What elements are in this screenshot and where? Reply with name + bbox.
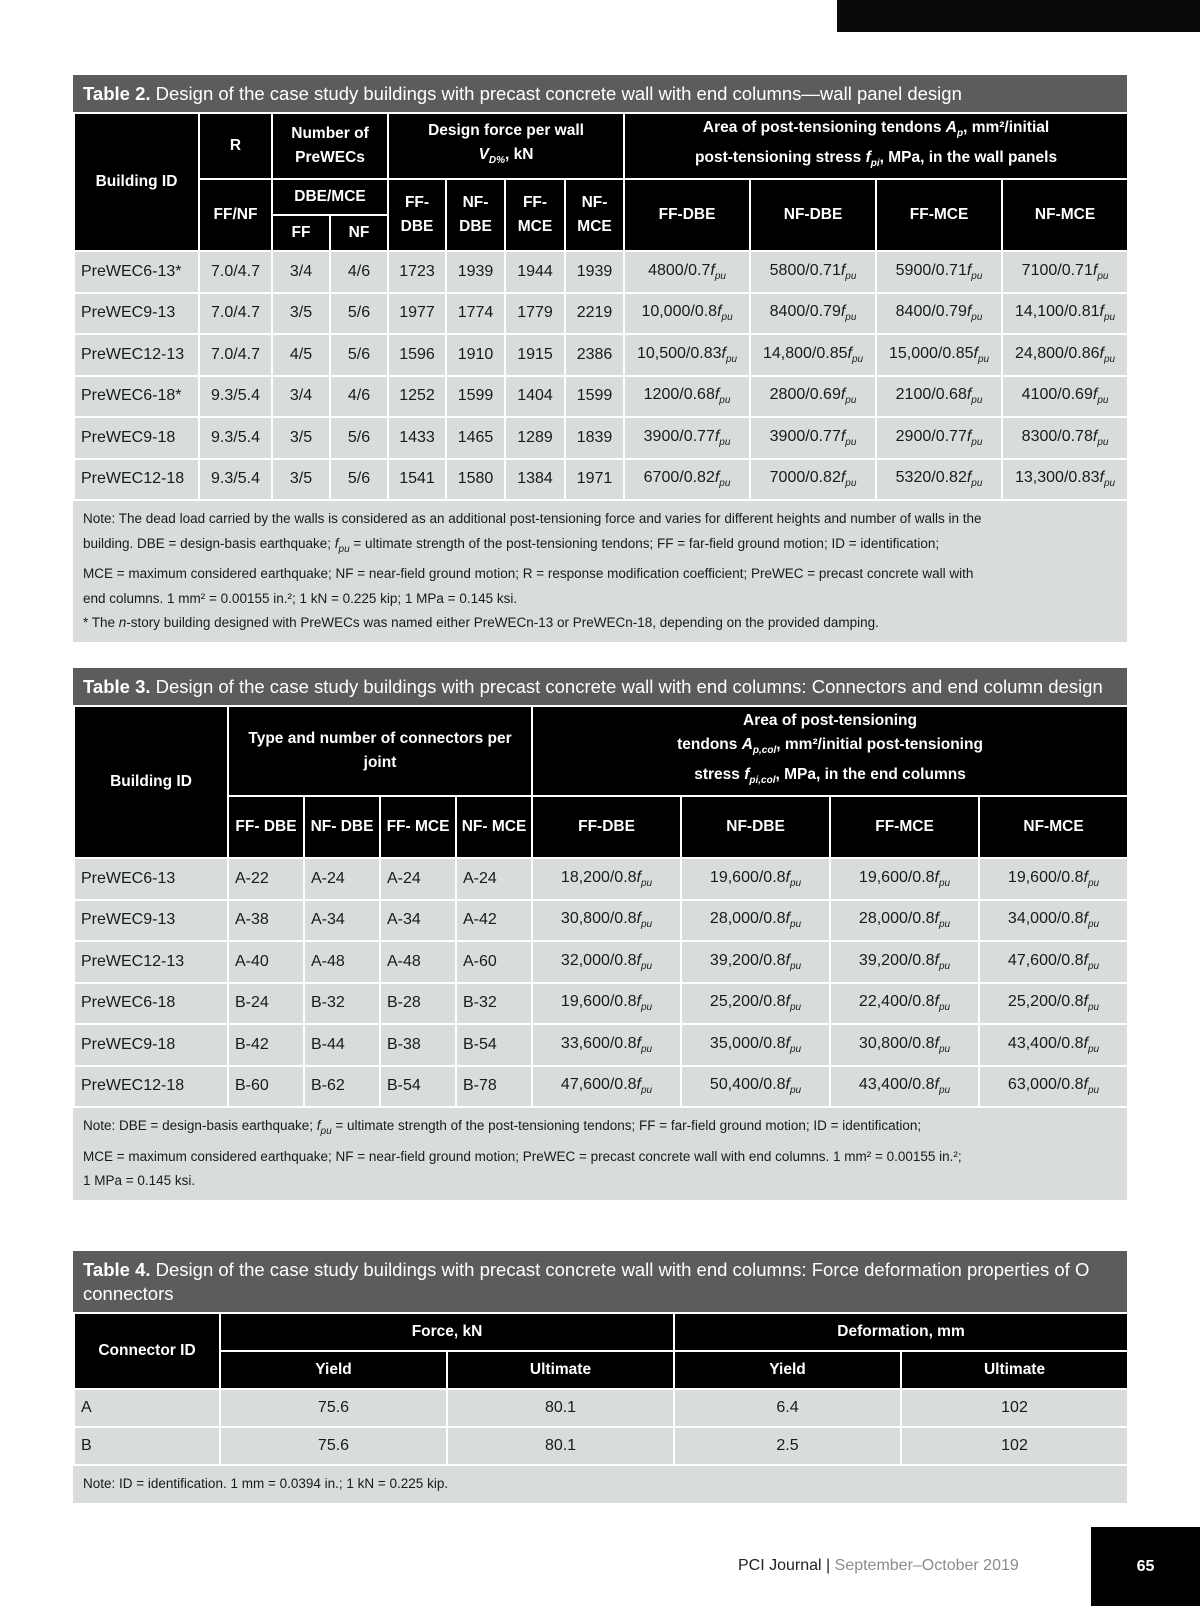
building-id-cell: PreWEC9-18 bbox=[74, 1024, 228, 1066]
area-cell: $19,600/0.8f_{pu}$ bbox=[681, 858, 830, 900]
value-cell: 102 bbox=[901, 1427, 1128, 1465]
table-4-grid bbox=[73, 1312, 1129, 1466]
table-row bbox=[74, 251, 1128, 293]
area-cell: $5900/0.71f_{pu}$ bbox=[876, 251, 1002, 293]
connector-cell: A-48 bbox=[380, 941, 456, 983]
force-cell: 1433 bbox=[388, 417, 446, 459]
connector-cell: B-32 bbox=[304, 983, 380, 1025]
building-id-cell: PreWEC6-18 bbox=[74, 983, 228, 1025]
table-4-caption: Table 4. Design of the case study buildings with precast concrete wall with end columns: Force deformation properties of O connectors bbox=[73, 1251, 1127, 1312]
area-cell: $32,000/0.8f_{pu}$ bbox=[532, 941, 681, 983]
table-row bbox=[74, 417, 1128, 459]
connector-cell: B-44 bbox=[304, 1024, 380, 1066]
force-cell: 1596 bbox=[388, 334, 446, 376]
area-cell: $28,000/0.8f_{pu}$ bbox=[681, 900, 830, 942]
connector-id-cell: A bbox=[74, 1389, 220, 1427]
building-id-cell: PreWEC12-13 bbox=[74, 941, 228, 983]
header-area-nf-dbe: NF-DBE bbox=[750, 179, 876, 251]
ff-count-cell: 4/5 bbox=[272, 334, 330, 376]
area-cell: $25,200/0.8f_{pu}$ bbox=[681, 983, 830, 1025]
header-ff-dbe: FF- DBE bbox=[388, 179, 446, 251]
header-nf-dbe: NF- DBE bbox=[304, 796, 380, 858]
area-cell: $28,000/0.8f_{pu}$ bbox=[830, 900, 979, 942]
area-cell: $3900/0.77f_{pu}$ bbox=[624, 417, 750, 459]
force-cell: 1252 bbox=[388, 376, 446, 418]
force-cell: 1289 bbox=[505, 417, 565, 459]
area-cell: $24,800/0.86f_{pu}$ bbox=[1002, 334, 1128, 376]
table-2-note: Note: The dead load carried by the walls is considered as an additional post-tensioning force and varies for different heights and number of walls in the building. DBE = design-basis earthquake; $f_{pu}$ = ultimate strength of the post-tensioning tendons; FF = far-field ground motion; ID = identification; MCE = maximum considered earthquake; NF = near-field ground motion; R = response modification coefficient; PreWEC = precast concrete wall with end columns. 1 mm² = 0.00155 in.²; 1 kN = 0.225 kip; 1 MPa = 0.145 ksi. * The n-story building designed with PreWECs was named either PreWECn-13 or PreWECn-18, depending on the provided damping. bbox=[73, 501, 1127, 642]
building-id-cell: PreWEC6-13* bbox=[74, 251, 199, 293]
header-nf-mce: NF- MCE bbox=[565, 179, 624, 251]
table-3 bbox=[73, 668, 1127, 1200]
value-cell: 80.1 bbox=[447, 1427, 674, 1465]
building-id-cell: PreWEC9-18 bbox=[74, 417, 199, 459]
header-deformation-yield: Yield bbox=[674, 1351, 901, 1389]
force-cell: 1939 bbox=[565, 251, 624, 293]
area-cell: $3900/0.77f_{pu}$ bbox=[750, 417, 876, 459]
connector-cell: A-22 bbox=[228, 858, 304, 900]
header-area-nf-mce: NF-MCE bbox=[979, 796, 1128, 858]
force-cell: 1971 bbox=[565, 459, 624, 501]
connector-cell: B-28 bbox=[380, 983, 456, 1025]
area-cell: $10,500/0.83f_{pu}$ bbox=[624, 334, 750, 376]
header-number-prewecs: Number of PreWECs bbox=[272, 113, 388, 179]
force-cell: 1541 bbox=[388, 459, 446, 501]
table-row bbox=[74, 983, 1128, 1025]
area-cell: $34,000/0.8f_{pu}$ bbox=[979, 900, 1128, 942]
area-cell: $39,200/0.8f_{pu}$ bbox=[830, 941, 979, 983]
table-row bbox=[74, 941, 1128, 983]
ff-count-cell: 3/5 bbox=[272, 417, 330, 459]
header-area-ff-dbe: FF-DBE bbox=[532, 796, 681, 858]
header-force-ultimate: Ultimate bbox=[447, 1351, 674, 1389]
table-row bbox=[74, 1427, 1128, 1465]
header-type-number: Type and number of connectors per joint bbox=[228, 706, 532, 796]
value-cell: 102 bbox=[901, 1389, 1128, 1427]
header-ff-dbe: FF- DBE bbox=[228, 796, 304, 858]
table-3-caption: Table 3. Design of the case study buildings with precast concrete wall with end columns: Connectors and end column design bbox=[73, 668, 1127, 705]
area-cell: $5800/0.71f_{pu}$ bbox=[750, 251, 876, 293]
table-3-note: Note: DBE = design-basis earthquake; $f_{pu}$ = ultimate strength of the post-tensioning tendons; FF = far-field ground motion; ID = identification; MCE = maximum considered earthquake; NF = near-field ground motion; PreWEC = precast concrete wall with end columns. 1 mm² = 0.00155 in.²; 1 MPa = 0.145 ksi. bbox=[73, 1108, 1127, 1200]
header-area-nf-dbe: NF-DBE bbox=[681, 796, 830, 858]
area-cell: $15,000/0.85f_{pu}$ bbox=[876, 334, 1002, 376]
header-nf: NF bbox=[330, 215, 388, 251]
header-building-id: Building ID bbox=[74, 706, 228, 858]
connector-cell: B-32 bbox=[456, 983, 532, 1025]
header-ffnf: FF/NF bbox=[199, 179, 272, 251]
connector-cell: B-38 bbox=[380, 1024, 456, 1066]
area-cell: $30,800/0.8f_{pu}$ bbox=[830, 1024, 979, 1066]
connector-cell: A-24 bbox=[304, 858, 380, 900]
top-black-bar bbox=[837, 0, 1200, 32]
area-cell: $43,400/0.8f_{pu}$ bbox=[830, 1066, 979, 1108]
footer-separator: | bbox=[821, 1557, 835, 1574]
r-cell: 7.0/4.7 bbox=[199, 334, 272, 376]
building-id-cell: PreWEC12-18 bbox=[74, 459, 199, 501]
area-cell: $19,600/0.8f_{pu}$ bbox=[830, 858, 979, 900]
table-2 bbox=[73, 75, 1127, 642]
table-row bbox=[74, 376, 1128, 418]
force-cell: 1779 bbox=[505, 293, 565, 335]
connector-cell: B-54 bbox=[380, 1066, 456, 1108]
force-cell: 1384 bbox=[505, 459, 565, 501]
header-ff-mce: FF- MCE bbox=[505, 179, 565, 251]
force-cell: 1839 bbox=[565, 417, 624, 459]
ff-count-cell: 3/5 bbox=[272, 293, 330, 335]
connector-cell: A-40 bbox=[228, 941, 304, 983]
issue-date: September–October 2019 bbox=[834, 1557, 1019, 1574]
table-row bbox=[74, 900, 1128, 942]
header-area-nf-mce: NF-MCE bbox=[1002, 179, 1128, 251]
area-cell: $35,000/0.8f_{pu}$ bbox=[681, 1024, 830, 1066]
building-id-cell: PreWEC12-13 bbox=[74, 334, 199, 376]
connector-cell: B-24 bbox=[228, 983, 304, 1025]
connector-cell: B-42 bbox=[228, 1024, 304, 1066]
area-cell: $25,200/0.8f_{pu}$ bbox=[979, 983, 1128, 1025]
header-deformation: Deformation, mm bbox=[674, 1313, 1128, 1351]
force-cell: 1599 bbox=[565, 376, 624, 418]
nf-count-cell: 4/6 bbox=[330, 376, 388, 418]
area-cell: $22,400/0.8f_{pu}$ bbox=[830, 983, 979, 1025]
area-cell: $63,000/0.8f_{pu}$ bbox=[979, 1066, 1128, 1108]
ff-count-cell: 3/4 bbox=[272, 376, 330, 418]
value-cell: 75.6 bbox=[220, 1389, 447, 1427]
area-cell: $43,400/0.8f_{pu}$ bbox=[979, 1024, 1128, 1066]
force-cell: 1723 bbox=[388, 251, 446, 293]
area-cell: $2900/0.77f_{pu}$ bbox=[876, 417, 1002, 459]
table-row bbox=[74, 858, 1128, 900]
header-building-id: Building ID bbox=[74, 113, 199, 251]
area-cell: $33,600/0.8f_{pu}$ bbox=[532, 1024, 681, 1066]
area-cell: $50,400/0.8f_{pu}$ bbox=[681, 1066, 830, 1108]
area-cell: $14,800/0.85f_{pu}$ bbox=[750, 334, 876, 376]
area-cell: $30,800/0.8f_{pu}$ bbox=[532, 900, 681, 942]
nf-count-cell: 4/6 bbox=[330, 251, 388, 293]
connector-cell: A-24 bbox=[380, 858, 456, 900]
table-2-caption: Table 2. Design of the case study buildings with precast concrete wall with end columns—wall panel design bbox=[73, 75, 1127, 112]
header-dbe-mce: DBE/MCE bbox=[272, 179, 388, 215]
table-row bbox=[74, 1389, 1128, 1427]
area-cell: $47,600/0.8f_{pu}$ bbox=[979, 941, 1128, 983]
area-cell: $19,600/0.8f_{pu}$ bbox=[979, 858, 1128, 900]
area-cell: $4100/0.69f_{pu}$ bbox=[1002, 376, 1128, 418]
area-cell: $2100/0.68f_{pu}$ bbox=[876, 376, 1002, 418]
connector-cell: A-60 bbox=[456, 941, 532, 983]
nf-count-cell: 5/6 bbox=[330, 417, 388, 459]
force-cell: 1910 bbox=[446, 334, 505, 376]
connector-cell: A-48 bbox=[304, 941, 380, 983]
table-row bbox=[74, 1066, 1128, 1108]
table-row bbox=[74, 293, 1128, 335]
table-row bbox=[74, 1024, 1128, 1066]
value-cell: 75.6 bbox=[220, 1427, 447, 1465]
area-cell: $8300/0.78f_{pu}$ bbox=[1002, 417, 1128, 459]
area-cell: $6700/0.82f_{pu}$ bbox=[624, 459, 750, 501]
area-cell: $18,200/0.8f_{pu}$ bbox=[532, 858, 681, 900]
area-cell: $19,600/0.8f_{pu}$ bbox=[532, 983, 681, 1025]
header-ff-mce: FF- MCE bbox=[380, 796, 456, 858]
page-number: 65 bbox=[1091, 1527, 1200, 1606]
force-cell: 1580 bbox=[446, 459, 505, 501]
area-cell: $7100/0.71f_{pu}$ bbox=[1002, 251, 1128, 293]
header-area-ff-mce: FF-MCE bbox=[876, 179, 1002, 251]
journal-name: PCI Journal bbox=[738, 1557, 822, 1574]
r-cell: 9.3/5.4 bbox=[199, 459, 272, 501]
area-cell: $7000/0.82f_{pu}$ bbox=[750, 459, 876, 501]
table-row bbox=[74, 334, 1128, 376]
building-id-cell: PreWEC6-18* bbox=[74, 376, 199, 418]
building-id-cell: PreWEC9-13 bbox=[74, 293, 199, 335]
building-id-cell: PreWEC12-18 bbox=[74, 1066, 228, 1108]
force-cell: 1599 bbox=[446, 376, 505, 418]
table-row bbox=[74, 459, 1128, 501]
area-cell: $2800/0.69f_{pu}$ bbox=[750, 376, 876, 418]
connector-cell: A-38 bbox=[228, 900, 304, 942]
r-cell: 9.3/5.4 bbox=[199, 417, 272, 459]
header-force-yield: Yield bbox=[220, 1351, 447, 1389]
area-cell: $5320/0.82f_{pu}$ bbox=[876, 459, 1002, 501]
nf-count-cell: 5/6 bbox=[330, 459, 388, 501]
force-cell: 2219 bbox=[565, 293, 624, 335]
area-cell: $1200/0.68f_{pu}$ bbox=[624, 376, 750, 418]
nf-count-cell: 5/6 bbox=[330, 334, 388, 376]
value-cell: 6.4 bbox=[674, 1389, 901, 1427]
connector-cell: B-78 bbox=[456, 1066, 532, 1108]
force-cell: 1465 bbox=[446, 417, 505, 459]
header-connector-id: Connector ID bbox=[74, 1313, 220, 1389]
force-cell: 2386 bbox=[565, 334, 624, 376]
header-force: Force, kN bbox=[220, 1313, 674, 1351]
footer-journal bbox=[738, 1557, 1019, 1575]
header-area-tendons: Area of post-tensioning tendons $A_p$, mm²/initial post-tensioning stress $f_{pi}$, MPa, in the wall panels bbox=[624, 113, 1128, 179]
connector-cell: A-24 bbox=[456, 858, 532, 900]
table-3-grid bbox=[73, 705, 1129, 1108]
r-cell: 7.0/4.7 bbox=[199, 293, 272, 335]
connector-cell: B-62 bbox=[304, 1066, 380, 1108]
area-cell: $47,600/0.8f_{pu}$ bbox=[532, 1066, 681, 1108]
area-cell: $14,100/0.81f_{pu}$ bbox=[1002, 293, 1128, 335]
force-cell: 1915 bbox=[505, 334, 565, 376]
area-cell: $13,300/0.83f_{pu}$ bbox=[1002, 459, 1128, 501]
table-4 bbox=[73, 1251, 1127, 1503]
force-cell: 1404 bbox=[505, 376, 565, 418]
area-cell: $8400/0.79f_{pu}$ bbox=[750, 293, 876, 335]
building-id-cell: PreWEC9-13 bbox=[74, 900, 228, 942]
force-cell: 1944 bbox=[505, 251, 565, 293]
r-cell: 9.3/5.4 bbox=[199, 376, 272, 418]
header-r: R bbox=[199, 113, 272, 179]
header-ff: FF bbox=[272, 215, 330, 251]
table-2-grid bbox=[73, 112, 1129, 501]
header-area-tendons-col: Area of post-tensioning tendons $A_{p,col}$, mm²/initial post-tensioning stress $f_{pi,col}$, MPa, in the end columns bbox=[532, 706, 1128, 796]
header-area-ff-dbe: FF-DBE bbox=[624, 179, 750, 251]
header-area-ff-mce: FF-MCE bbox=[830, 796, 979, 858]
building-id-cell: PreWEC6-13 bbox=[74, 858, 228, 900]
value-cell: 80.1 bbox=[447, 1389, 674, 1427]
header-deformation-ultimate: Ultimate bbox=[901, 1351, 1128, 1389]
r-cell: 7.0/4.7 bbox=[199, 251, 272, 293]
force-cell: 1977 bbox=[388, 293, 446, 335]
connector-cell: A-42 bbox=[456, 900, 532, 942]
header-design-force: Design force per wall $V_{D\%}$, kN bbox=[388, 113, 624, 179]
connector-cell: A-34 bbox=[380, 900, 456, 942]
value-cell: 2.5 bbox=[674, 1427, 901, 1465]
force-cell: 1939 bbox=[446, 251, 505, 293]
area-cell: $10,000/0.8f_{pu}$ bbox=[624, 293, 750, 335]
connector-cell: B-60 bbox=[228, 1066, 304, 1108]
connector-id-cell: B bbox=[74, 1427, 220, 1465]
connector-cell: B-54 bbox=[456, 1024, 532, 1066]
ff-count-cell: 3/4 bbox=[272, 251, 330, 293]
header-nf-dbe: NF- DBE bbox=[446, 179, 505, 251]
area-cell: $39,200/0.8f_{pu}$ bbox=[681, 941, 830, 983]
ff-count-cell: 3/5 bbox=[272, 459, 330, 501]
header-nf-mce: NF- MCE bbox=[456, 796, 532, 858]
nf-count-cell: 5/6 bbox=[330, 293, 388, 335]
force-cell: 1774 bbox=[446, 293, 505, 335]
connector-cell: A-34 bbox=[304, 900, 380, 942]
table-4-note: Note: ID = identification. 1 mm = 0.0394 in.; 1 kN = 0.225 kip. bbox=[73, 1466, 1127, 1503]
area-cell: $4800/0.7f_{pu}$ bbox=[624, 251, 750, 293]
area-cell: $8400/0.79f_{pu}$ bbox=[876, 293, 1002, 335]
